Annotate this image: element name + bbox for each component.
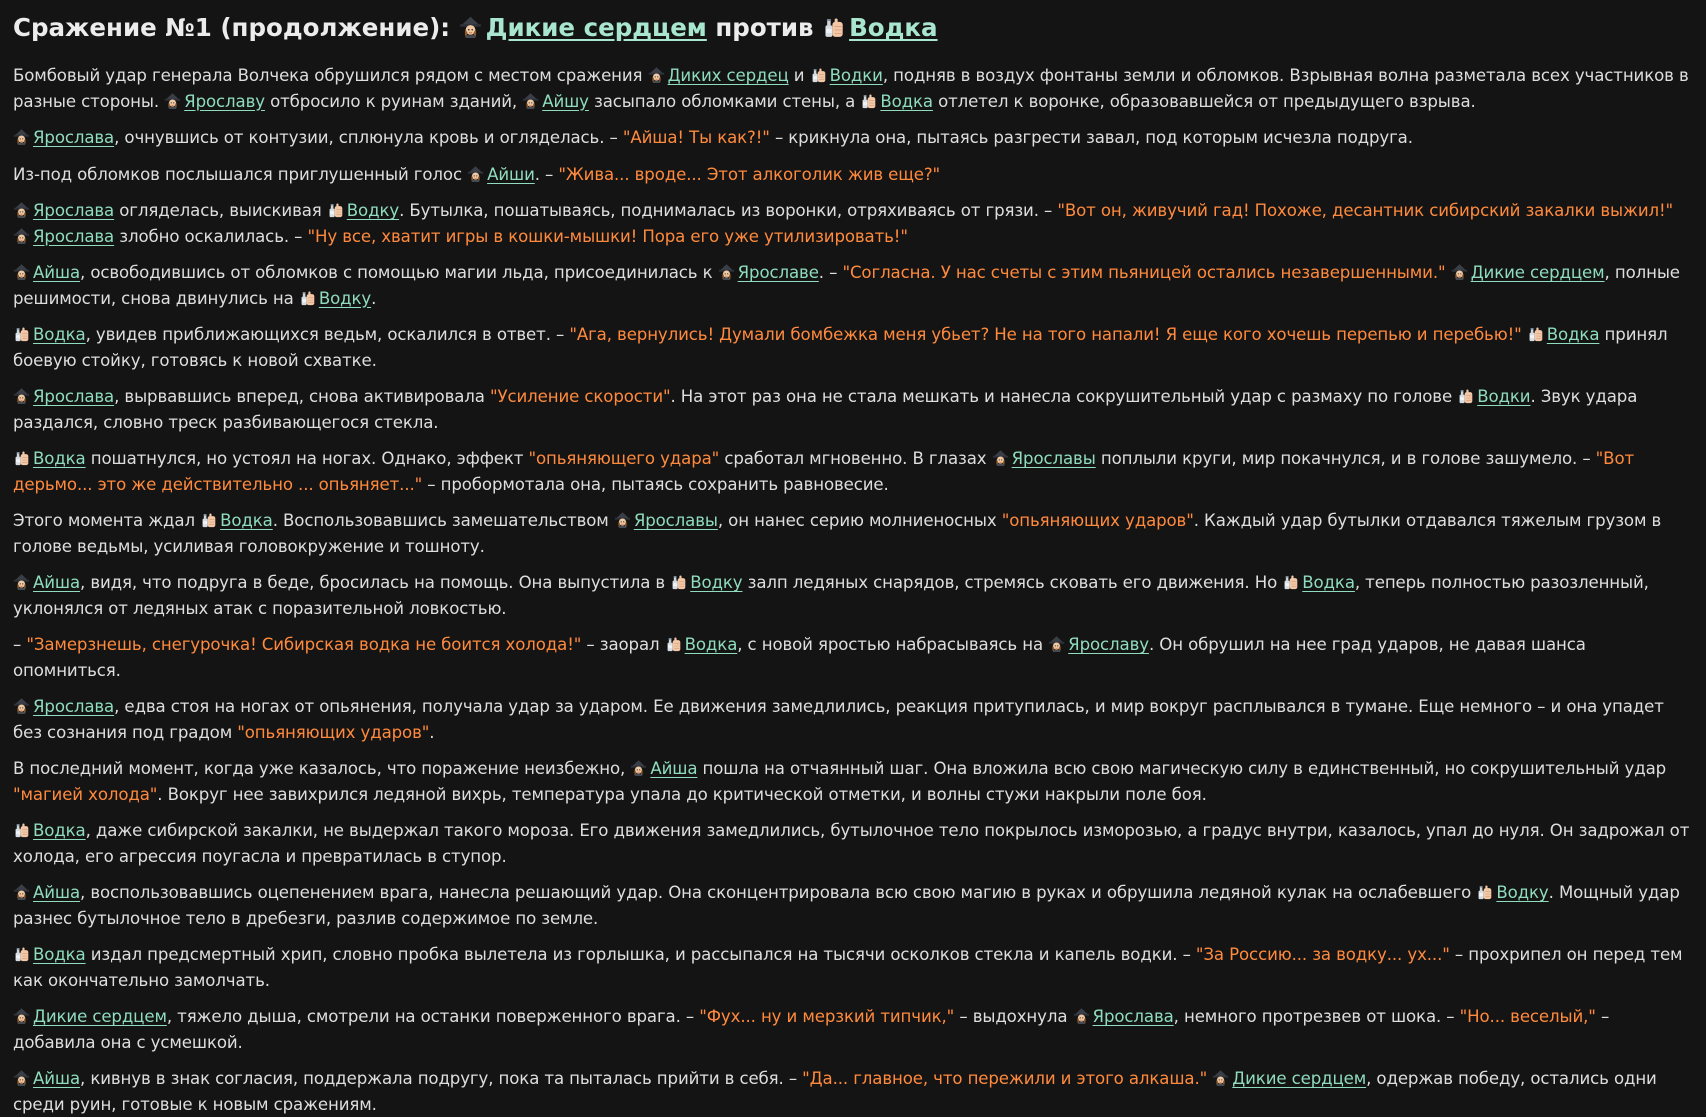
story-paragraph [13, 756, 1693, 807]
story-paragraph [13, 880, 1693, 931]
narration-text: . – [818, 263, 843, 282]
witch-icon [1073, 1007, 1090, 1024]
narration-text: злобно оскалилась. – [114, 226, 308, 246]
narration-text: , подняв в воздух фонтаны земли и обломков. Взрывная волна разметала всех участников в разные стороны. [13, 66, 1689, 111]
narration-text: , теперь полностью разозленный, уклонялся от ледяных атак с поразительной ловкостью. [13, 573, 1649, 618]
witch-icon [1212, 1069, 1229, 1086]
narration-text: – прохрипел он перед тем как окончательно замолчать. [13, 945, 1683, 990]
narration-text: , едва стоя на ногах от опьянения, получала удар за ударом. Ее движения замедлились, реакция притупилась, и мир вокруг расплывался в тумане. Еще немного – и она упадет без сознания под градом [13, 697, 1664, 742]
character-link[interactable]: Ярославе [737, 263, 819, 282]
narration-text: сработал мгновенно. В глазах [719, 449, 992, 468]
quote-text: "Согласна. У нас счеты с этим пьяницей остались незавершенными." [842, 263, 1446, 282]
story-paragraph [13, 570, 1693, 621]
witch-icon [630, 759, 647, 776]
narration-text: – выдохнула [954, 1007, 1073, 1026]
quote-text: "Жива... вроде... Этот алкоголик жив еще?" [558, 164, 941, 184]
witch-icon [13, 1007, 30, 1024]
story-paragraph [13, 384, 1693, 435]
narration-text: пошла на отчаянный шаг. Она вложила всю свою магическую силу в единственный, но сокрушительный удар [697, 759, 1667, 778]
character-link[interactable]: Айша [650, 759, 698, 778]
narration-text: , он нанес серию молниеносных [717, 511, 1002, 530]
character-link[interactable]: Водку [346, 201, 400, 220]
narration-text: – [13, 635, 27, 654]
page-title [13, 12, 1693, 44]
story-paragraph [13, 198, 1693, 249]
quote-text: "Усиление скорости" [490, 387, 671, 406]
narration-text: . Бутылка, пошатываясь, поднималась из воронки, отряхиваясь от грязи. – [399, 201, 1058, 220]
quote-text: "опьяняющего удара" [528, 449, 720, 468]
team-link-vodka[interactable]: Водка [849, 13, 938, 42]
witch-icon [13, 573, 30, 590]
character-link[interactable]: Айша [33, 263, 81, 282]
witch-icon [718, 263, 735, 280]
quote-text: "магией холода" [13, 784, 158, 804]
narration-text: . – [534, 164, 559, 184]
character-link[interactable]: Ярославы [633, 511, 718, 530]
story-paragraph [13, 1066, 1693, 1117]
narration-text: . Каждый удар бутылки отдавался тяжелым грузом в голове ведьмы, усиливая головокружение и тошноту. [13, 511, 1662, 556]
witch-icon [1048, 635, 1065, 652]
narration-text: – пробормотала она, пытаясь сохранить равновесие. [422, 474, 889, 494]
witch-icon [522, 92, 539, 109]
character-link[interactable]: Ярослава [33, 201, 115, 220]
witch-icon [13, 387, 30, 404]
title-versus: против [715, 13, 814, 42]
narration-text: . Вокруг нее завихрился ледяной вихрь, температура упала до критической отметки, и волны стужи накрыли поле боя. [157, 784, 1207, 804]
vodka-bottle-icon [13, 821, 30, 838]
quote-text: "опьяняющих ударов" [237, 722, 430, 742]
vodka-bottle-icon [1282, 573, 1299, 590]
witch-icon [459, 15, 482, 38]
character-link[interactable]: Водка [33, 449, 86, 468]
character-link[interactable]: Дикие сердцем [33, 1007, 167, 1026]
narration-text: , освободившись от обломков с помощью магии льда, присоединилась к [80, 263, 718, 282]
narration-text: , кивнув в знак согласия, поддержала подругу, пока та пыталась прийти в себя. – [80, 1069, 803, 1088]
story-paragraph [13, 632, 1693, 683]
narration-text: отбросило к руинам зданий, [264, 91, 523, 111]
witch-icon [13, 201, 30, 218]
story-paragraph [13, 162, 1693, 188]
narration-text: , немного протрезвев от шока. – [1173, 1007, 1460, 1026]
quote-text: "Но... веселый," [1459, 1007, 1596, 1026]
vodka-bottle-icon [1476, 883, 1493, 900]
team-link-wild-hearts[interactable]: Дикие сердцем [485, 13, 707, 42]
narration-text: огляделась, выискивая [114, 201, 327, 220]
witch-icon [13, 263, 30, 280]
narration-text: . [429, 722, 435, 742]
character-link[interactable]: Ярослава [33, 697, 115, 716]
vodka-bottle-icon [1457, 387, 1474, 404]
narration-text: , с новой яростью набрасываясь на [737, 635, 1049, 654]
character-link[interactable]: Ярослава [33, 387, 115, 406]
story-paragraph [13, 63, 1693, 114]
story-paragraph [13, 818, 1693, 869]
vodka-bottle-icon [200, 511, 217, 528]
vodka-bottle-icon [810, 66, 827, 83]
vodka-bottle-icon [13, 449, 30, 466]
character-link[interactable]: Водку [1496, 883, 1549, 902]
vodka-bottle-icon [1527, 325, 1544, 342]
quote-text: "Вот он, живучий гад! Похоже, десантник сибирский закалки выжил!" [1057, 201, 1674, 220]
narration-text: , очнувшись от контузии, сплюнула кровь и огляделась. – [114, 128, 623, 147]
vodka-bottle-icon [13, 325, 30, 342]
narration-text: Бомбовый удар генерала Волчека обрушился рядом с местом сражения [13, 66, 648, 85]
vodka-bottle-icon [822, 15, 845, 38]
vodka-bottle-icon [13, 945, 30, 962]
character-link[interactable]: Ярославу [1068, 635, 1149, 654]
narration-text: пошатнулся, но устоял на ногах. Однако, эффект [85, 449, 529, 468]
story-body [13, 63, 1693, 1117]
title-prefix: Сражение №1 (продолжение): [13, 13, 451, 42]
vodka-bottle-icon [327, 201, 344, 218]
quote-text: "Ага, вернулись! Думали бомбежка меня убьет? Не на того напали! Я еще кого хочешь перепью и перебью!" [569, 325, 1522, 344]
story-paragraph [13, 322, 1693, 373]
story-paragraph [13, 446, 1693, 497]
narration-text: , вырвавшись вперед, снова активировала [114, 387, 490, 406]
story-paragraph [13, 942, 1693, 993]
narration-text: отлетел к воронке, образовавшейся от предыдущего взрыва. [932, 91, 1476, 111]
narration-text: В последний момент, когда уже казалось, что поражение неизбежно, [13, 759, 631, 778]
narration-text: , увидев приближающихся ведьм, оскалился в ответ. – [85, 325, 570, 344]
character-link[interactable]: Айша [33, 883, 81, 902]
quote-text: "Вот дерьмо... это же действительно ... опьяняет..." [13, 449, 1635, 494]
witch-icon [13, 883, 30, 900]
character-link[interactable]: Водка [33, 325, 86, 344]
vodka-bottle-icon [299, 289, 316, 306]
narration-text: , воспользовавшись оцепенением врага, нанесла решающий удар. Она сконцентрировала всю свою магию в руках и обрушила ледяной кулак на ослабевшего [80, 883, 1477, 902]
character-link[interactable]: Айши [487, 164, 535, 184]
narration-text: поплыли круги, мир покачнулся, и в голове зашумело. – [1095, 449, 1596, 468]
narration-text: . Воспользовавшись замешательством [272, 511, 614, 530]
story-paragraph [13, 1004, 1693, 1055]
character-link[interactable]: Дикие сердцем [1470, 263, 1605, 282]
story-paragraph [13, 260, 1693, 311]
narration-text: залп ледяных снарядов, стремясь сковать его движения. Но [742, 573, 1283, 592]
character-link[interactable]: Айша [33, 1069, 81, 1088]
witch-icon [13, 128, 30, 145]
quote-text: "Замерзнешь, снегурочка! Сибирская водка не боится холода!" [26, 635, 582, 654]
quote-text: "Фух... ну и мерзкий типчик," [699, 1007, 955, 1026]
character-link[interactable]: Водка [1302, 573, 1355, 592]
witch-icon [13, 697, 30, 714]
character-link[interactable]: Водка [1546, 325, 1600, 344]
narration-text: . На этот раз она не стала мешкать и нанесла сокрушительный удар с размаху по голове [670, 387, 1458, 406]
narration-text: – добавила она с усмешкой. [13, 1007, 1610, 1052]
quote-text: "За Россию... за водку... ух..." [1195, 945, 1450, 964]
quote-text: "Айша! Ты как?!" [622, 128, 770, 147]
character-link[interactable]: Водки [1477, 387, 1531, 406]
character-link[interactable]: Айшу [542, 91, 589, 111]
story-paragraph [13, 125, 1693, 151]
quote-text: "опьяняющих ударов" [1001, 511, 1194, 530]
narration-text: Этого момента ждал [13, 511, 201, 530]
vodka-bottle-icon [860, 92, 877, 109]
narration-text: . Звук удара раздался, словно треск разбивающегося стекла. [13, 387, 1638, 432]
narration-text: засыпало обломками стены, а [588, 91, 861, 111]
narration-text: Из-под обломков послышался приглушенный голос [13, 164, 468, 184]
quote-text: "Ну все, хватит игры в кошки-мышки! Пора его уже утилизировать!" [307, 226, 908, 246]
character-link[interactable]: Водку [690, 573, 743, 592]
narration-text: – крикнула она, пытаясь разгрести завал, под которым исчезла подруга. [769, 128, 1413, 147]
character-link[interactable]: Ярославу [184, 91, 265, 111]
narration-text: и [788, 66, 810, 85]
character-link[interactable]: Водку [318, 288, 372, 308]
witch-icon [467, 165, 484, 182]
vodka-bottle-icon [665, 635, 682, 652]
witch-icon [648, 66, 665, 83]
narration-text: , полные решимости, снова двинулись на [13, 263, 1680, 308]
character-link[interactable]: Водки [829, 66, 883, 85]
narration-text: принял боевую стойку, готовясь к новой схватке. [13, 325, 1668, 370]
witch-icon [13, 1069, 30, 1086]
narration-text: , тяжело дыша, смотрели на останки поверженного врага. – [166, 1007, 700, 1026]
character-link[interactable]: Айша [33, 573, 81, 592]
character-link[interactable]: Ярослава [33, 226, 115, 246]
narration-text: , одержав победу, остались одни среди руин, готовые к новым сражениям. [13, 1069, 1657, 1114]
witch-icon [13, 227, 30, 244]
witch-icon [1451, 263, 1468, 280]
narration-text: издал предсмертный хрип, словно пробка вылетела из горлышка, и рассыпался на тысячи осколков стекла и капель водки. – [85, 945, 1196, 964]
witch-icon [614, 511, 631, 528]
witch-icon [164, 92, 181, 109]
narration-text: – заорал [581, 635, 665, 654]
character-link[interactable]: Водка [33, 945, 86, 964]
story-paragraph [13, 694, 1693, 745]
character-link[interactable]: Ярослава [33, 128, 115, 147]
witch-icon [992, 449, 1009, 466]
character-link[interactable]: Водка [33, 821, 86, 840]
character-link[interactable]: Ярославы [1011, 449, 1096, 468]
character-link[interactable]: Ярослава [1092, 1007, 1174, 1026]
character-link[interactable]: Водка [684, 635, 738, 654]
narration-text: , даже сибирской закалки, не выдержал такого мороза. Его движения замедлились, бутылочное тело покрылось изморозью, а градус внутри, казалось, упал до нуля. Он задрожал от холода, его агрессия поугасла и превратилась в ступор. [13, 821, 1690, 866]
narration-text: . [371, 288, 377, 308]
character-link[interactable]: Водка [220, 511, 273, 530]
story-paragraph [13, 508, 1693, 559]
narration-text: , видя, что подруга в беде, бросилась на помощь. Она выпустила в [80, 573, 671, 592]
quote-text: "Да... главное, что пережили и этого алкаша." [802, 1069, 1208, 1088]
narration-text: . Мощный удар разнес бутылочное тело в дребезги, разлив содержимое по земле. [13, 883, 1680, 928]
character-link[interactable]: Диких сердец [667, 66, 789, 85]
character-link[interactable]: Дикие сердцем [1232, 1069, 1367, 1088]
vodka-bottle-icon [670, 573, 687, 590]
character-link[interactable]: Водка [880, 91, 933, 111]
narration-text: . Он обрушил на нее град ударов, не давая шанса опомниться. [13, 635, 1586, 680]
